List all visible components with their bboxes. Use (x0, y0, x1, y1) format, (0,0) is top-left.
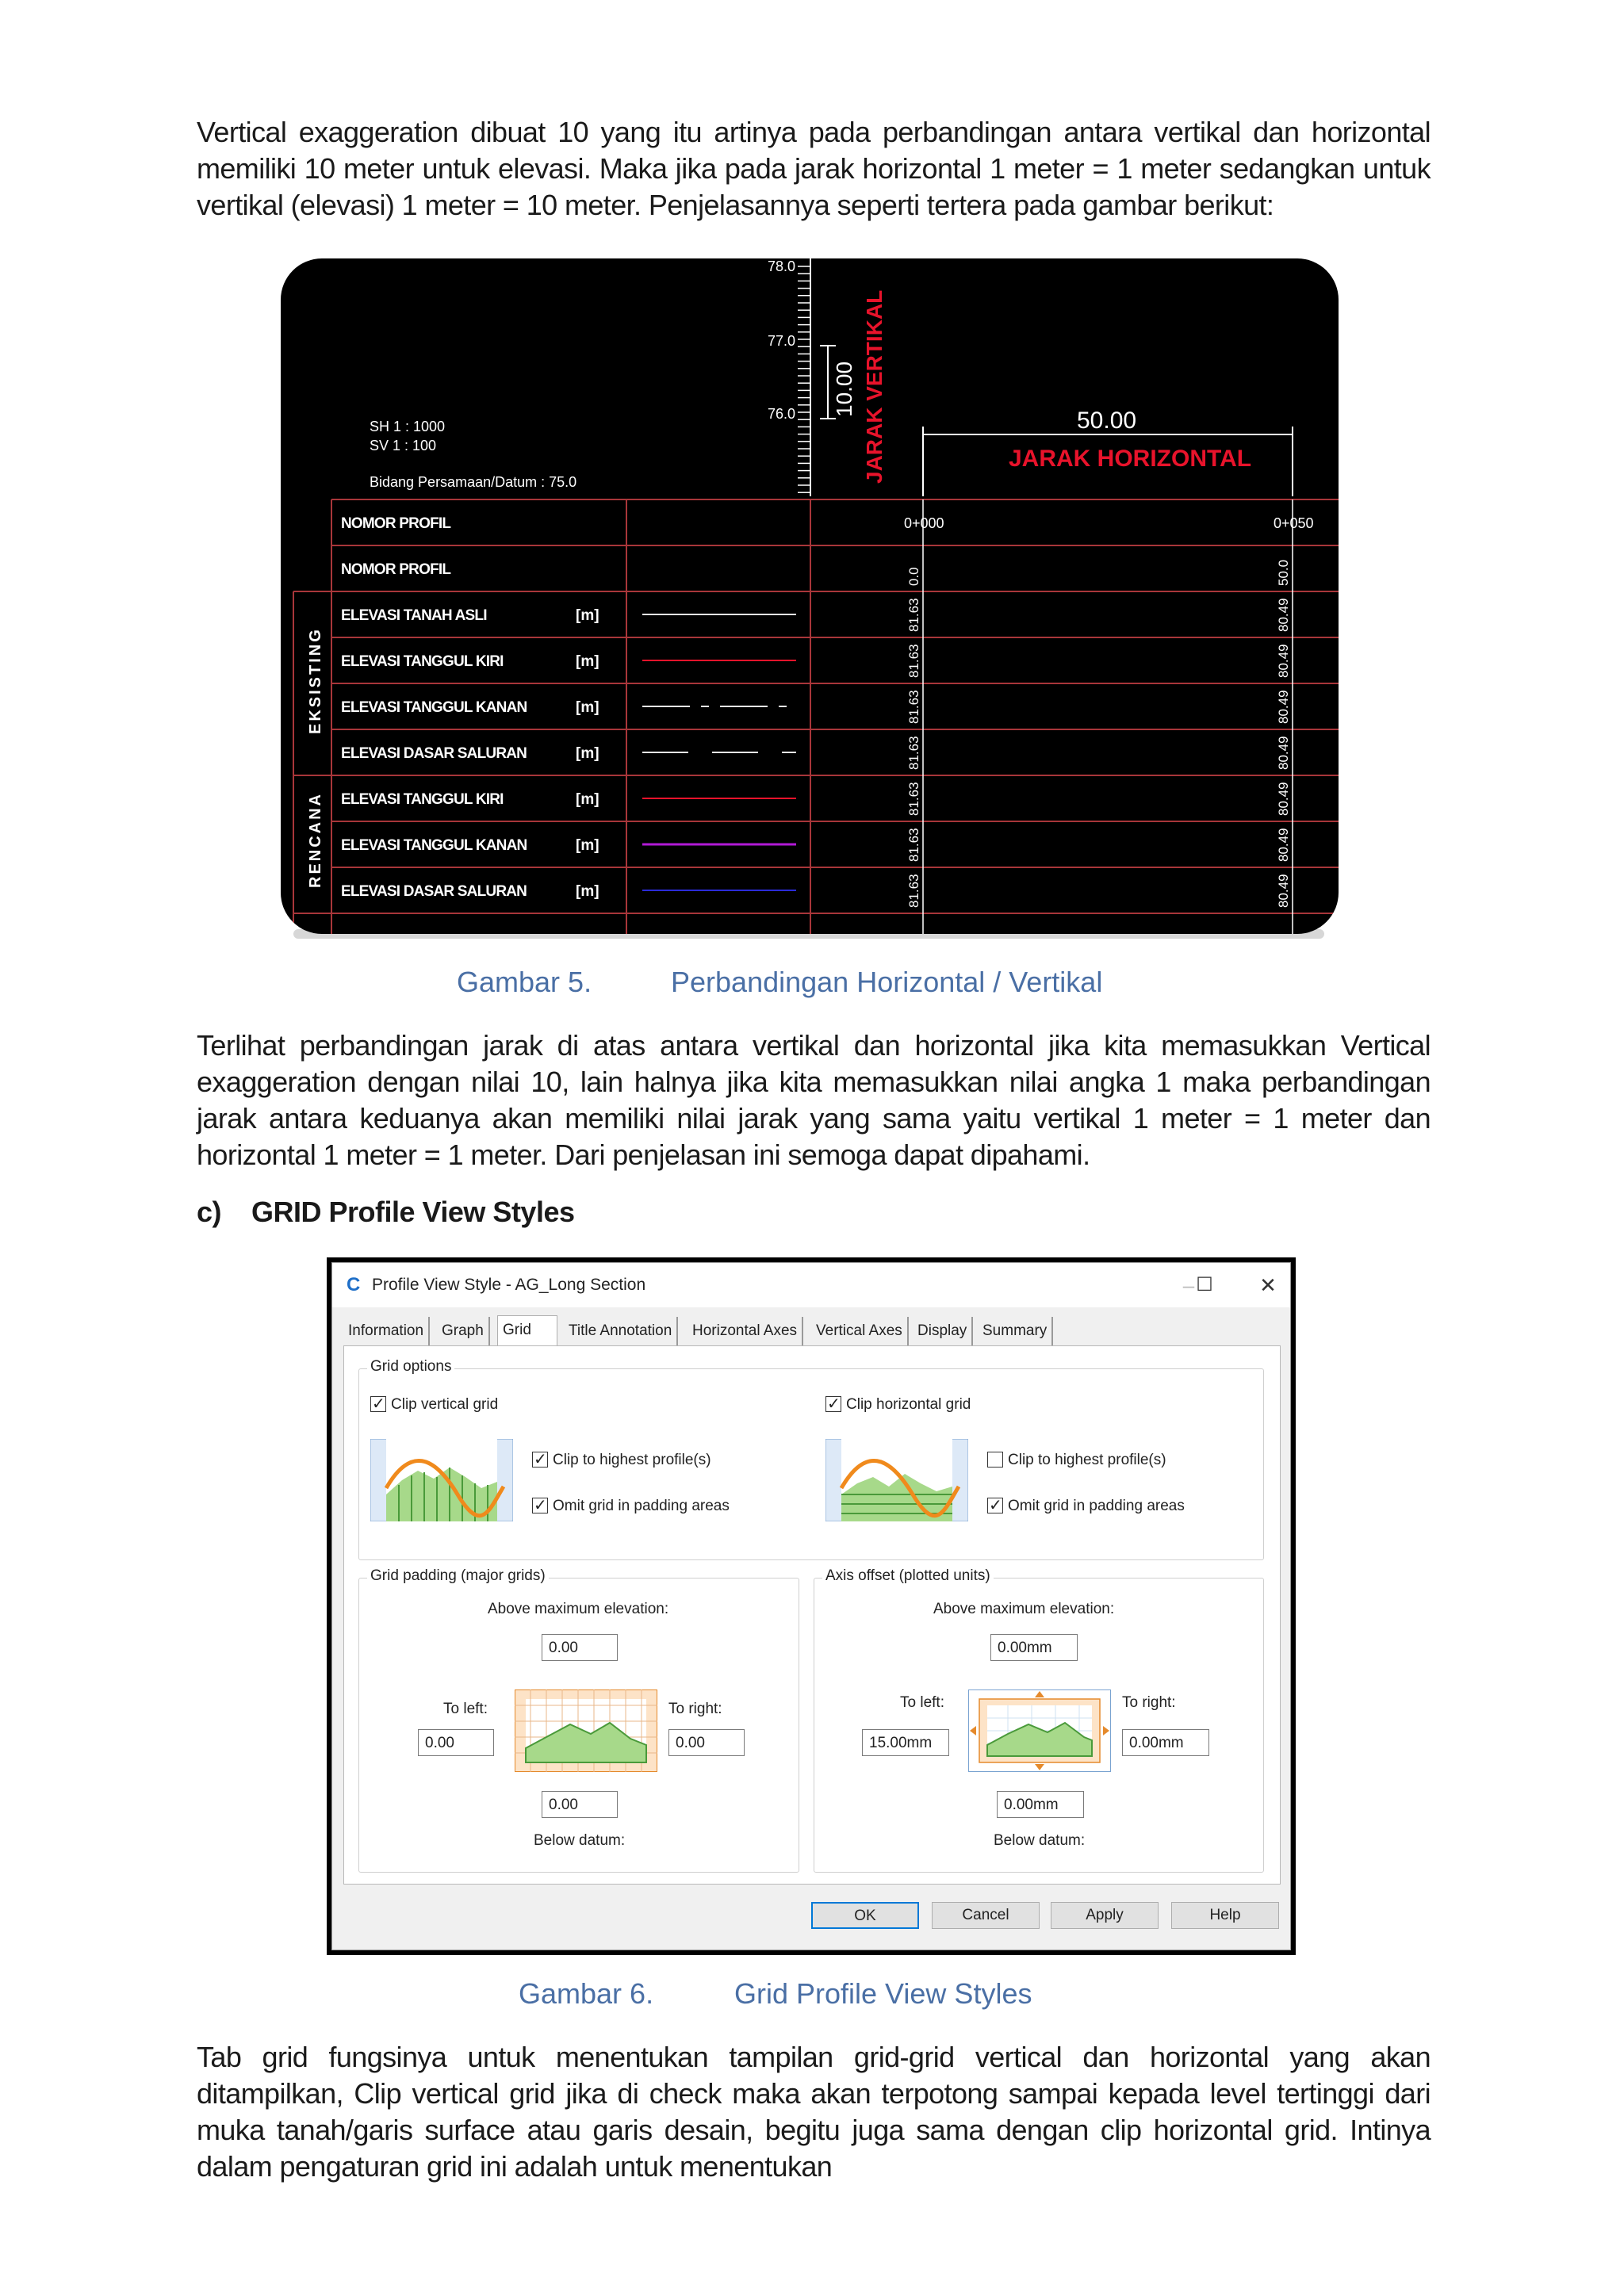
row-unit: [m] (576, 791, 599, 808)
tab-horizontal-axes[interactable]: Horizontal Axes (688, 1317, 803, 1345)
group-existing: EKSISTING (307, 627, 324, 734)
grid-padding-group (358, 1567, 799, 1873)
axis-tick-78: 78.0 (768, 258, 796, 274)
omit-padding-left-checkbox[interactable] (532, 1498, 548, 1513)
tab-summary[interactable]: Summary (978, 1317, 1053, 1345)
vertical-dimension-label: JARAK VERTIKAL (862, 289, 887, 484)
omit-padding-left-label: Omit grid in padding areas (553, 1498, 730, 1514)
grid-tab-paragraph: Tab grid fungsinya untuk menentukan tampilan grid-grid vertical dan horizontal yang akan ditampilkan, Clip vertical grid jika di check maka akan terpotong sampai kepada level tertinggi dari muka tanah/garis surface atau garis desain, begitu juga sama dengan clip horizontal grid. Intinya dalam pengaturan grid ini adalah untuk menentukan (197, 2041, 1431, 2183)
intro-paragraph: Vertical exaggeration dibuat 10 yang itu artinya pada perbandingan antara vertikal dan horizontal memiliki 10 meter untuk elevasi. Maka jika pada jarak horizontal 1 meter = 1 meter sedangkan untuk vertikal (elevasi) 1 meter = 10 meter. Penjelasannya seperti tertera pada gambar berikut: (197, 116, 1431, 221)
row-value: 0.0 (906, 567, 921, 586)
offset-below-label: Below datum: (994, 1832, 1086, 1849)
row-unit: [m] (576, 607, 599, 624)
grid-options-label: Grid options (367, 1358, 454, 1376)
tab-vertical-axes[interactable]: Vertical Axes (811, 1317, 909, 1345)
help-button[interactable]: Help (1171, 1902, 1279, 1929)
apply-button[interactable]: Apply (1051, 1902, 1159, 1929)
figure5-caption-number: Gambar 5. (457, 966, 592, 998)
offset-preview-icon (968, 1689, 1111, 1772)
dialog-title: Profile View Style - AG_Long Section (372, 1276, 646, 1294)
clip-vertical-label: Clip vertical grid (391, 1396, 499, 1413)
ok-button[interactable]: OK (811, 1902, 919, 1929)
padding-below-label: Below datum: (534, 1832, 626, 1849)
clip-vertical-checkbox[interactable] (370, 1396, 386, 1412)
horizontal-grid-preview-icon (825, 1439, 968, 1521)
padding-preview-icon (515, 1689, 657, 1772)
omit-padding-right-label: Omit grid in padding areas (1008, 1498, 1185, 1514)
axis-offset-group (814, 1567, 1264, 1873)
offset-left-input[interactable]: 15.00mm (862, 1729, 949, 1756)
row-label: NOMOR PROFIL (341, 515, 451, 532)
horizontal-dimension-label: JARAK HORIZONTAL (1009, 446, 1252, 472)
cad-drawing (281, 258, 1339, 934)
scale-vertical: SV 1 : 100 (370, 438, 437, 453)
figure6-caption-title: Grid Profile View Styles (734, 1977, 1032, 2010)
tab-display[interactable]: Display (913, 1317, 973, 1345)
grid-options-group (358, 1358, 1264, 1560)
row-unit: [m] (576, 745, 599, 762)
clip-highest-right-label: Clip to highest profile(s) (1008, 1452, 1166, 1468)
row-value: 80.49 (1276, 874, 1291, 908)
padding-below-input[interactable]: 0.00 (542, 1791, 618, 1818)
row-value: 81.63 (906, 644, 921, 678)
row-value: 81.63 (906, 690, 921, 724)
row-value: 80.49 (1276, 736, 1291, 770)
legend-lines (642, 614, 796, 890)
explanation-paragraph: Terlihat perbandingan jarak di atas antara vertikal dan horizontal jika kita memasukkan Vertical exaggeration dengan nilai 10, lain halnya jika kita memasukkan nilai angka 1 maka perbandingan jarak antara keduanya akan memiliki nilai jarak yang sama yaitu vertikal 1 meter = 1 meter dan horizontal 1 meter = 1 meter. Dari penjelasan ini semoga dapat dipahami. (197, 1029, 1431, 1171)
clip-horizontal-label: Clip horizontal grid (846, 1396, 971, 1413)
close-icon[interactable]: ✕ (1259, 1273, 1277, 1297)
row-value: 81.63 (906, 828, 921, 862)
padding-left-label: To left: (443, 1701, 488, 1717)
row-value: 80.49 (1276, 598, 1291, 632)
minimize-icon[interactable]: – (1182, 1273, 1195, 1297)
row-label: ELEVASI TANGGUL KANAN (341, 699, 527, 716)
clip-highest-left-label: Clip to highest profile(s) (553, 1452, 711, 1468)
row-label: ELEVASI DASAR SALURAN (341, 883, 527, 900)
padding-above-label: Above maximum elevation: (488, 1601, 669, 1617)
cancel-button[interactable]: Cancel (932, 1902, 1040, 1929)
clip-highest-left-checkbox[interactable] (532, 1452, 548, 1468)
maximize-icon[interactable]: ☐ (1196, 1274, 1213, 1295)
vertical-grid-preview-icon (370, 1439, 513, 1521)
padding-right-label: To right: (668, 1701, 722, 1717)
row-unit: [m] (576, 699, 599, 716)
civil3d-app-icon: C (347, 1274, 361, 1295)
row-value: 80.49 (1276, 644, 1291, 678)
section-heading: c) GRID Profile View Styles (197, 1196, 575, 1228)
grid-tab-page (343, 1345, 1281, 1885)
padding-left-input[interactable]: 0.00 (418, 1729, 494, 1756)
profile-view-style-dialog (327, 1257, 1296, 1955)
offset-above-label: Above maximum elevation: (933, 1601, 1115, 1617)
titlebar (332, 1263, 1290, 1307)
row-unit: [m] (576, 653, 599, 670)
station-value: 0+050 (1274, 515, 1314, 531)
row-value: 81.63 (906, 736, 921, 770)
tab-title-annotation[interactable]: Title Annotation (564, 1317, 678, 1345)
figure6-caption-number: Gambar 6. (519, 1977, 654, 2010)
row-value: 81.63 (906, 598, 921, 632)
grid-padding-label: Grid padding (major grids) (367, 1567, 549, 1585)
padding-right-input[interactable]: 0.00 (668, 1729, 745, 1756)
offset-right-label: To right: (1122, 1694, 1176, 1711)
row-unit: [m] (576, 883, 599, 900)
row-label: ELEVASI TANAH ASLI (341, 607, 487, 624)
clip-horizontal-checkbox[interactable] (825, 1396, 841, 1412)
row-value: 81.63 (906, 782, 921, 816)
station-value: 0+000 (904, 515, 944, 531)
offset-right-input[interactable]: 0.00mm (1122, 1729, 1209, 1756)
tab-graph[interactable]: Graph (437, 1317, 490, 1345)
offset-below-input[interactable]: 0.00mm (997, 1791, 1084, 1818)
offset-above-input[interactable]: 0.00mm (990, 1634, 1078, 1661)
scale-horizontal: SH 1 : 1000 (370, 419, 446, 434)
row-value: 80.49 (1276, 690, 1291, 724)
row-label: NOMOR PROFIL (341, 561, 451, 578)
row-label: ELEVASI TANGGUL KIRI (341, 653, 504, 670)
row-label: ELEVASI DASAR SALURAN (341, 745, 527, 762)
row-label: ELEVASI TANGGUL KANAN (341, 837, 527, 854)
padding-above-input[interactable]: 0.00 (542, 1634, 618, 1661)
row-unit: [m] (576, 837, 599, 854)
cad-profile-figure (281, 258, 1339, 934)
clip-highest-right-checkbox[interactable] (987, 1452, 1003, 1468)
row-value: 50.0 (1276, 559, 1291, 586)
row-value: 80.49 (1276, 782, 1291, 816)
row-value: 81.63 (906, 874, 921, 908)
tab-grid[interactable]: Grid (497, 1315, 557, 1347)
datum-note: Bidang Persamaan/Datum : 75.0 (370, 474, 577, 490)
axis-tick-77: 77.0 (768, 333, 796, 349)
omit-padding-right-checkbox[interactable] (987, 1498, 1003, 1513)
horizontal-dimension-value: 50.00 (1077, 408, 1137, 434)
offset-left-label: To left: (900, 1694, 944, 1711)
row-label: ELEVASI TANGGUL KIRI (341, 791, 504, 808)
tab-information[interactable]: Information (343, 1317, 430, 1345)
row-value: 80.49 (1276, 828, 1291, 862)
figure5-caption-title: Perbandingan Horizontal / Vertikal (671, 966, 1103, 998)
vertical-dimension-value: 10.00 (832, 361, 856, 417)
axis-tick-76: 76.0 (768, 406, 796, 422)
group-plan: RENCANA (307, 792, 324, 888)
axis-offset-label: Axis offset (plotted units) (822, 1567, 994, 1585)
